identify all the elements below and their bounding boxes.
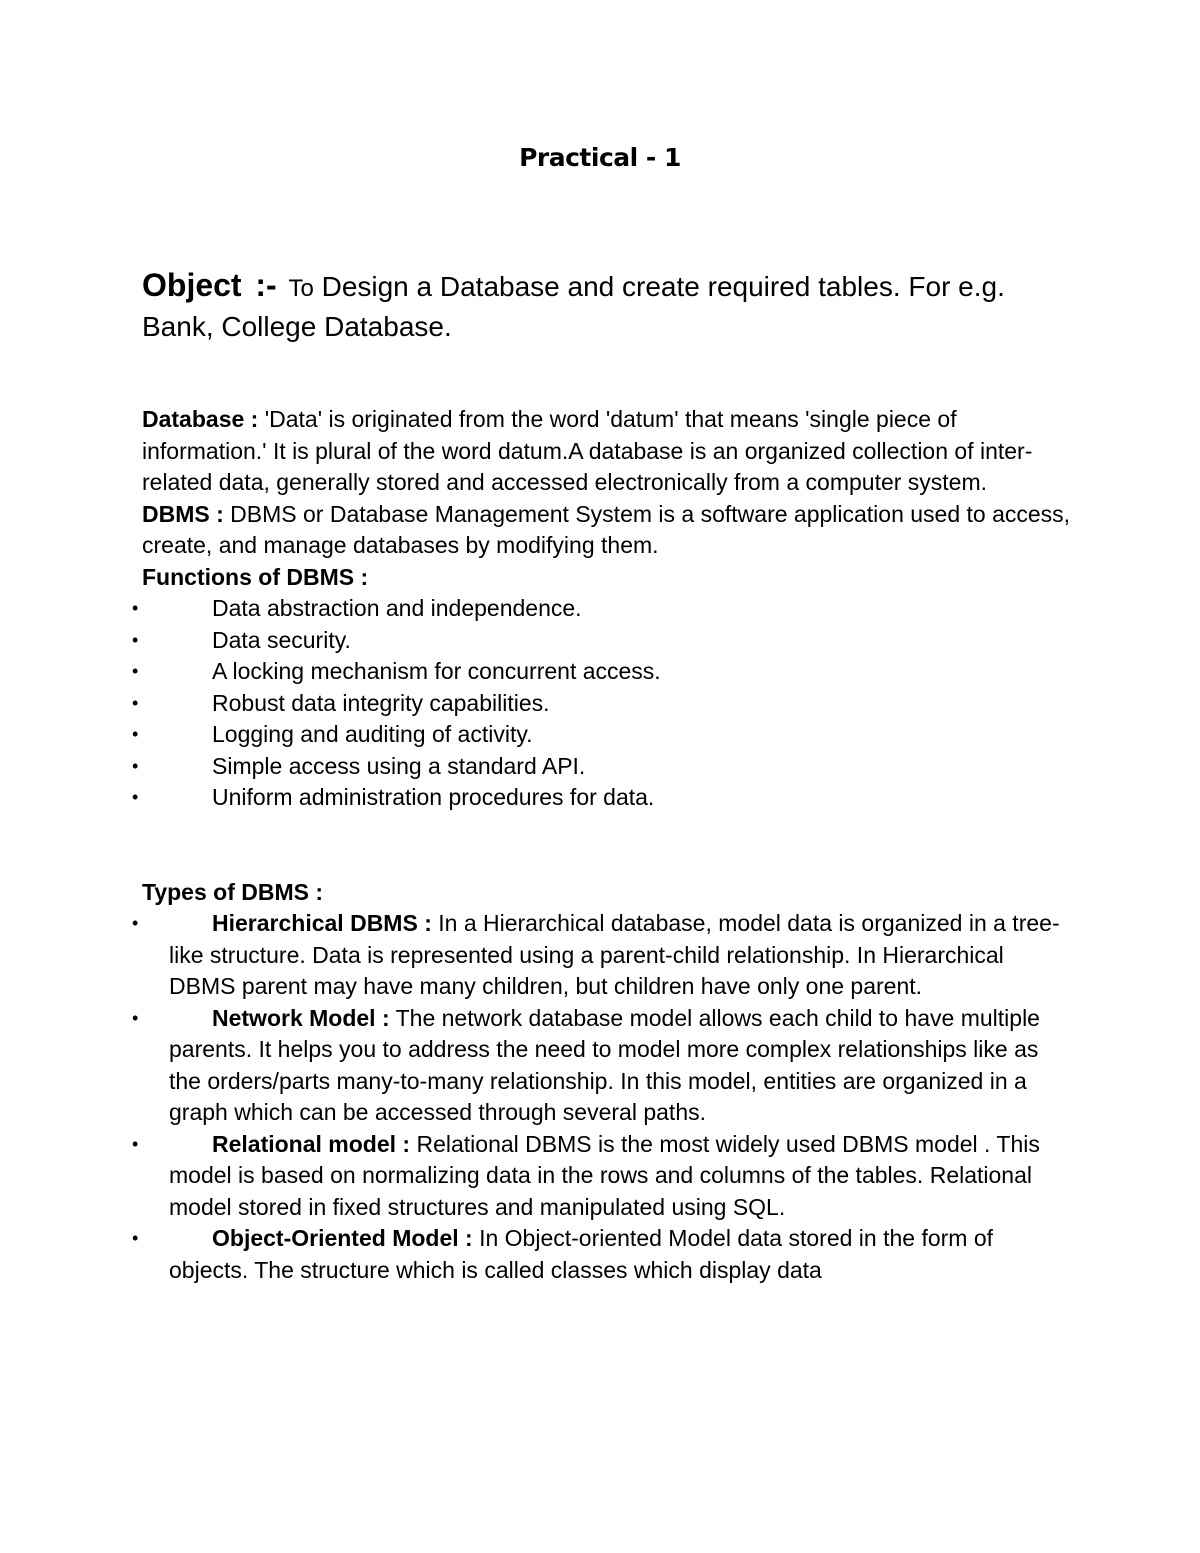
type-term: Relational model : <box>212 1130 411 1157</box>
bullet-icon: • <box>132 629 139 650</box>
list-item-text: Logging and auditing of activity. <box>212 721 533 747</box>
dbms-definition <box>142 499 1072 562</box>
list-item <box>132 1223 1072 1286</box>
list-item <box>132 625 1072 657</box>
bullet-icon: • <box>132 661 139 681</box>
object-separator: :- <box>255 267 277 303</box>
page-title: Practical - 1 <box>519 143 681 172</box>
list-item-text: Uniform administration procedures for data. <box>212 784 655 810</box>
database-text: 'Data' is originated from the word 'datum' that means 'single piece of information.' It is plural of the word datum.A database is an organized collection of inter-related data, generally stored and accessed electronically from a computer system. <box>142 406 1033 495</box>
bullet-icon: • <box>132 598 139 618</box>
list-item-text: Robust data integrity capabilities. <box>212 689 550 716</box>
database-definition <box>142 404 1072 499</box>
type-term: Network Model : <box>212 1004 390 1031</box>
database-term: Database : <box>142 406 259 432</box>
bullet-icon: • <box>132 787 139 807</box>
type-text: In Object-oriented Model data stored in the form of objects. The structure which is called classes which display data <box>169 1225 994 1283</box>
bullet-icon: • <box>132 692 139 713</box>
list-item-text: A locking mechanism for concurrent access. <box>212 658 661 684</box>
list-item <box>132 656 1072 688</box>
list-item <box>132 751 1072 783</box>
list-item <box>132 908 1072 1003</box>
document-body <box>132 404 1072 1286</box>
list-item <box>132 719 1072 751</box>
section-spacer <box>142 814 1072 877</box>
list-item <box>132 1003 1072 1129</box>
bullet-icon: • <box>132 1228 139 1248</box>
list-item <box>132 593 1072 625</box>
list-item <box>132 782 1072 814</box>
dbms-text: DBMS or Database Management System is a software application used to access, create, and manage databases by modifying them. <box>142 500 1071 558</box>
types-heading <box>142 877 1072 909</box>
list-item-text: Simple access using a standard API. <box>212 752 586 779</box>
functions-heading <box>142 562 1072 594</box>
types-heading-text: Types of DBMS : <box>142 878 324 905</box>
object-text: Design a Database and create required tables. For e.g. Bank, College Database. <box>142 271 1005 342</box>
object-statement <box>142 266 1082 346</box>
object-label: Object <box>142 267 242 303</box>
bullet-icon: • <box>132 1007 139 1028</box>
type-text: In a Hierarchical database, model data is organized in a tree-like structure. Data is represented using a parent-child relationship. In Hierarchical DBMS parent may have many children, but children have only one parent. <box>169 910 1060 999</box>
dbms-term: DBMS : <box>142 500 224 527</box>
functions-list <box>132 593 1072 814</box>
type-text: Relational DBMS is the most widely used DBMS model . This model is based on normalizing data in the rows and columns of the tables. Relational model stored in fixed structures and manipulated using SQL. <box>169 1130 1040 1220</box>
types-list <box>132 908 1072 1286</box>
object-prefix: To <box>288 275 314 302</box>
functions-heading-text: Functions of DBMS : <box>142 563 369 590</box>
bullet-icon: • <box>132 755 139 776</box>
list-item <box>132 1129 1072 1224</box>
type-text: The network database model allows each child to have multiple parents. It helps you to address the need to model more complex relationships like as the orders/parts many-to-many relationship. In this model, entities are organized in a graph which can be accessed through several paths. <box>169 1004 1040 1125</box>
list-item-text: Data abstraction and independence. <box>212 595 582 621</box>
bullet-icon: • <box>132 913 139 933</box>
type-term: Hierarchical DBMS : <box>212 910 432 936</box>
list-item <box>132 688 1072 720</box>
list-item-text: Data security. <box>212 626 351 653</box>
type-term: Object-Oriented Model : <box>212 1225 473 1251</box>
bullet-icon: • <box>132 724 139 744</box>
bullet-icon: • <box>132 1133 139 1154</box>
